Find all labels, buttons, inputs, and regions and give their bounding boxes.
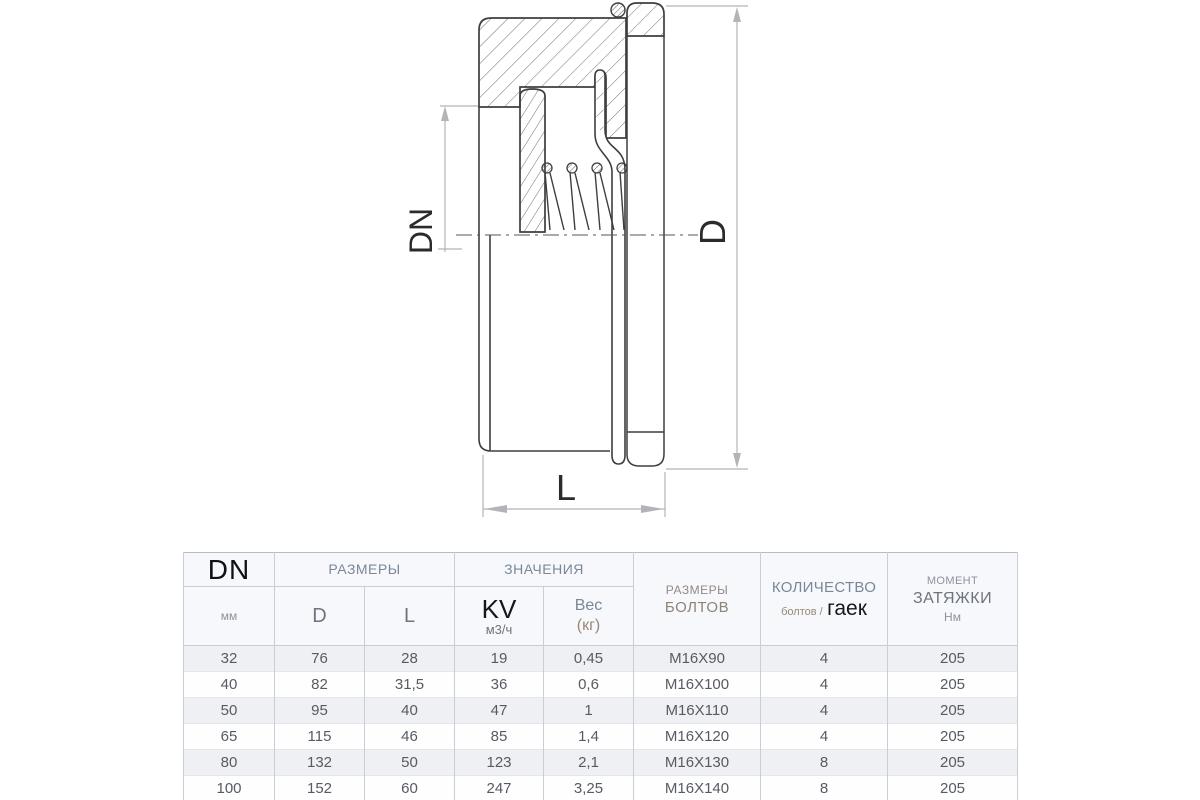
cell-d: 95 [275, 698, 365, 724]
cell-weight: 3,25 [544, 776, 634, 800]
cell-kv: 36 [455, 672, 544, 698]
cell-l: 28 [365, 646, 455, 672]
cell-dn: 100 [184, 776, 275, 800]
cell-kv: 247 [455, 776, 544, 800]
bolt-size-link[interactable]: M16X110 [634, 698, 761, 724]
cell-bolt: M16X90 [634, 646, 761, 672]
cell-dn: 32 [184, 646, 275, 672]
header-dn [184, 553, 275, 587]
seat-sleeve [520, 89, 545, 232]
valve-spec-table [183, 552, 1018, 800]
flange-cap [627, 3, 664, 36]
table-row [184, 672, 1018, 698]
o-ring [611, 3, 625, 17]
cell-kv: 85 [455, 724, 544, 750]
cell-weight: 1,4 [544, 724, 634, 750]
dimension-dn [438, 106, 478, 252]
cell-weight: 1 [544, 698, 634, 724]
cell-qty: 4 [761, 698, 888, 724]
header-bolt-sizes: РАЗМЕРЫ БОЛТОВ [634, 553, 761, 646]
header-values-group: ЗНАЧЕНИЯ [455, 553, 634, 587]
cell-d: 132 [275, 750, 365, 776]
cell-l: 40 [365, 698, 455, 724]
header-row-groups [184, 553, 1018, 587]
cell-l: 31,5 [365, 672, 455, 698]
cell-kv: 47 [455, 698, 544, 724]
cell-bolt: M16X140 [634, 776, 761, 800]
disc-stem-hatch [597, 72, 604, 130]
cell-torque: 205 [888, 672, 1018, 698]
cell-qty: 8 [761, 776, 888, 800]
cell-torque: 205 [888, 646, 1018, 672]
d-dimension-label: D [692, 219, 733, 245]
cell-torque: 205 [888, 698, 1018, 724]
cell-torque: 205 [888, 750, 1018, 776]
header-col-weight: Вес (кг) [544, 587, 634, 646]
header-sizes-group: РАЗМЕРЫ [275, 553, 455, 587]
header-col-kv: KV м3/ч [455, 587, 544, 646]
cell-d: 152 [275, 776, 365, 800]
cell-bolt: M16X100 [634, 672, 761, 698]
cell-dn: 50 [184, 698, 275, 724]
cell-kv: 123 [455, 750, 544, 776]
cell-bolt: M16X130 [634, 750, 761, 776]
flange-strip [627, 36, 664, 466]
cell-l: 46 [365, 724, 455, 750]
cell-d: 82 [275, 672, 365, 698]
cell-kv: 19 [455, 646, 544, 672]
cell-torque: 205 [888, 776, 1018, 800]
table-row [184, 724, 1018, 750]
header-dn-unit: мм [184, 587, 275, 646]
cell-d: 76 [275, 646, 365, 672]
cell-dn: 40 [184, 672, 275, 698]
cell-qty: 4 [761, 724, 888, 750]
header-torque: МОМЕНТ ЗАТЯЖКИ Нм [888, 553, 1018, 646]
cell-d: 115 [275, 724, 365, 750]
cell-qty: 8 [761, 750, 888, 776]
cell-torque: 205 [888, 724, 1018, 750]
dn-dimension-label: DN [403, 207, 439, 255]
cell-l: 50 [365, 750, 455, 776]
cell-weight: 0,6 [544, 672, 634, 698]
cell-bolt: M16X120 [634, 724, 761, 750]
table-row [184, 750, 1018, 776]
cell-dn: 80 [184, 750, 275, 776]
header-col-d: D [275, 587, 365, 646]
cell-l: 60 [365, 776, 455, 800]
cell-weight: 2,1 [544, 750, 634, 776]
table-row [184, 776, 1018, 800]
table-row [184, 698, 1018, 724]
header-col-l: L [365, 587, 455, 646]
cell-dn: 65 [184, 724, 275, 750]
header-quantity: КОЛИЧЕСТВО болтов / гаек [761, 553, 888, 646]
cell-qty: 4 [761, 646, 888, 672]
header-dn-label: DN [207, 553, 251, 585]
cell-qty: 4 [761, 672, 888, 698]
l-dimension-label: L [555, 467, 577, 508]
cell-weight: 0,45 [544, 646, 634, 672]
table-row [184, 646, 1018, 672]
